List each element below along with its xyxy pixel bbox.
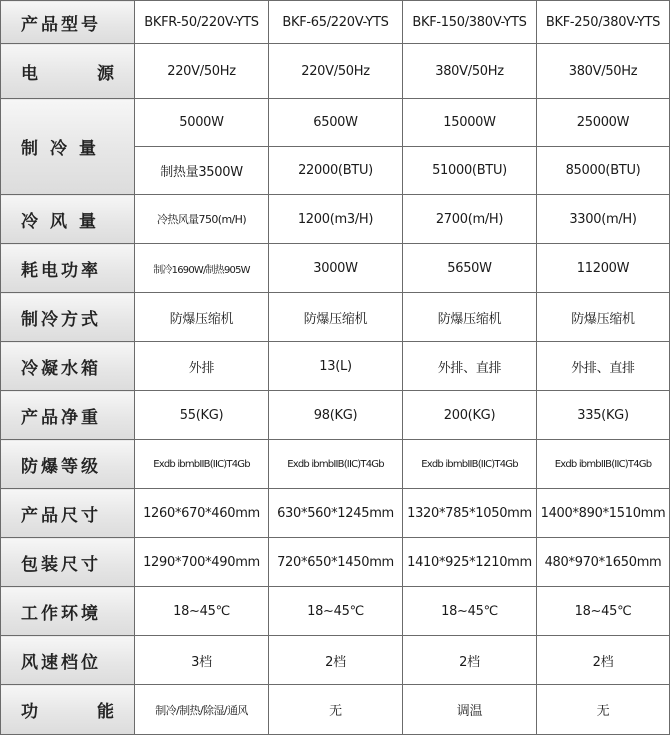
model-name-1: BKFR-50/220V-YTS xyxy=(135,1,269,44)
power-row xyxy=(1,44,670,99)
function-value-4: 无 xyxy=(537,685,670,735)
size-row xyxy=(1,489,670,538)
speed-label: 风速档位 xyxy=(1,636,135,685)
consumption-value-1: 制冷1690W/制热905W xyxy=(135,244,269,293)
package-value-2: 720*650*1450mm xyxy=(269,538,403,587)
consumption-label: 耗电功率 xyxy=(1,244,135,293)
speed-row xyxy=(1,636,670,685)
cooling-row xyxy=(1,99,670,147)
consumption-value-3: 5650W xyxy=(403,244,537,293)
cooling-watts-1: 5000W xyxy=(135,99,269,147)
size-value-1: 1260*670*460mm xyxy=(135,489,269,538)
weight-value-1: 55(KG) xyxy=(135,391,269,440)
environment-value-3: 18~45℃ xyxy=(403,587,537,636)
environment-label: 工作环境 xyxy=(1,587,135,636)
consumption-row xyxy=(1,244,670,293)
method-value-3: 防爆压缩机 xyxy=(403,293,537,342)
method-value-4: 防爆压缩机 xyxy=(537,293,670,342)
condensate-row xyxy=(1,342,670,391)
function-value-1: 制冷/制热/除湿/通风 xyxy=(135,685,269,735)
package-value-3: 1410*925*1210mm xyxy=(403,538,537,587)
weight-row xyxy=(1,391,670,440)
condensate-value-3: 外排、直排 xyxy=(403,342,537,391)
condensate-value-2: 13(L) xyxy=(269,342,403,391)
environment-row xyxy=(1,587,670,636)
cooling-sub-2: 22000(BTU) xyxy=(269,147,403,195)
weight-value-3: 200(KG) xyxy=(403,391,537,440)
speed-value-4: 2档 xyxy=(537,636,670,685)
weight-label: 产品净重 xyxy=(1,391,135,440)
model-name-2: BKF-65/220V-YTS xyxy=(269,1,403,44)
airflow-label: 冷风量 xyxy=(1,195,135,244)
explosion-row xyxy=(1,440,670,489)
consumption-value-4: 11200W xyxy=(537,244,670,293)
cooling-watts-3: 15000W xyxy=(403,99,537,147)
speed-value-2: 2档 xyxy=(269,636,403,685)
environment-value-1: 18~45℃ xyxy=(135,587,269,636)
airflow-value-2: 1200(m3/H) xyxy=(269,195,403,244)
weight-value-4: 335(KG) xyxy=(537,391,670,440)
package-label: 包装尺寸 xyxy=(1,538,135,587)
environment-value-2: 18~45℃ xyxy=(269,587,403,636)
package-value-4: 480*970*1650mm xyxy=(537,538,670,587)
size-value-3: 1320*785*1050mm xyxy=(403,489,537,538)
explosion-value-3: Exdb ibmbIIB(IIC)T4Gb xyxy=(403,440,537,489)
function-value-3: 调温 xyxy=(403,685,537,735)
function-row xyxy=(1,685,670,735)
size-value-4: 1400*890*1510mm xyxy=(537,489,670,538)
size-label: 产品尺寸 xyxy=(1,489,135,538)
power-value-4: 380V/50Hz xyxy=(537,44,670,99)
cooling-sub-3: 51000(BTU) xyxy=(403,147,537,195)
header-row xyxy=(1,1,670,44)
explosion-value-2: Exdb ibmbIIB(IIC)T4Gb xyxy=(269,440,403,489)
speed-value-3: 2档 xyxy=(403,636,537,685)
power-value-3: 380V/50Hz xyxy=(403,44,537,99)
size-value-2: 630*560*1245mm xyxy=(269,489,403,538)
power-label: 电 源 xyxy=(1,44,135,99)
weight-value-2: 98(KG) xyxy=(269,391,403,440)
method-value-2: 防爆压缩机 xyxy=(269,293,403,342)
model-label: 产品型号 xyxy=(1,1,135,44)
cooling-watts-2: 6500W xyxy=(269,99,403,147)
consumption-value-2: 3000W xyxy=(269,244,403,293)
speed-value-1: 3档 xyxy=(135,636,269,685)
airflow-row xyxy=(1,195,670,244)
explosion-label: 防爆等级 xyxy=(1,440,135,489)
power-value-1: 220V/50Hz xyxy=(135,44,269,99)
method-row xyxy=(1,293,670,342)
explosion-value-4: Exdb ibmbIIB(IIC)T4Gb xyxy=(537,440,670,489)
function-value-2: 无 xyxy=(269,685,403,735)
airflow-value-4: 3300(m/H) xyxy=(537,195,670,244)
cooling-label: 制冷量 xyxy=(1,99,135,195)
explosion-value-1: Exdb ibmbIIB(IIC)T4Gb xyxy=(135,440,269,489)
method-label: 制冷方式 xyxy=(1,293,135,342)
condensate-value-1: 外排 xyxy=(135,342,269,391)
condensate-label: 冷凝水箱 xyxy=(1,342,135,391)
package-row xyxy=(1,538,670,587)
environment-value-4: 18~45℃ xyxy=(537,587,670,636)
function-label: 功 能 xyxy=(1,685,135,735)
method-value-1: 防爆压缩机 xyxy=(135,293,269,342)
package-value-1: 1290*700*490mm xyxy=(135,538,269,587)
condensate-value-4: 外排、直排 xyxy=(537,342,670,391)
cooling-sub-4: 85000(BTU) xyxy=(537,147,670,195)
airflow-value-1: 冷热风量750(m/H) xyxy=(135,195,269,244)
power-value-2: 220V/50Hz xyxy=(269,44,403,99)
cooling-sub-1: 制热量3500W xyxy=(135,147,269,195)
airflow-value-3: 2700(m/H) xyxy=(403,195,537,244)
model-name-3: BKF-150/380V-YTS xyxy=(403,1,537,44)
model-name-4: BKF-250/380V-YTS xyxy=(537,1,670,44)
cooling-watts-4: 25000W xyxy=(537,99,670,147)
